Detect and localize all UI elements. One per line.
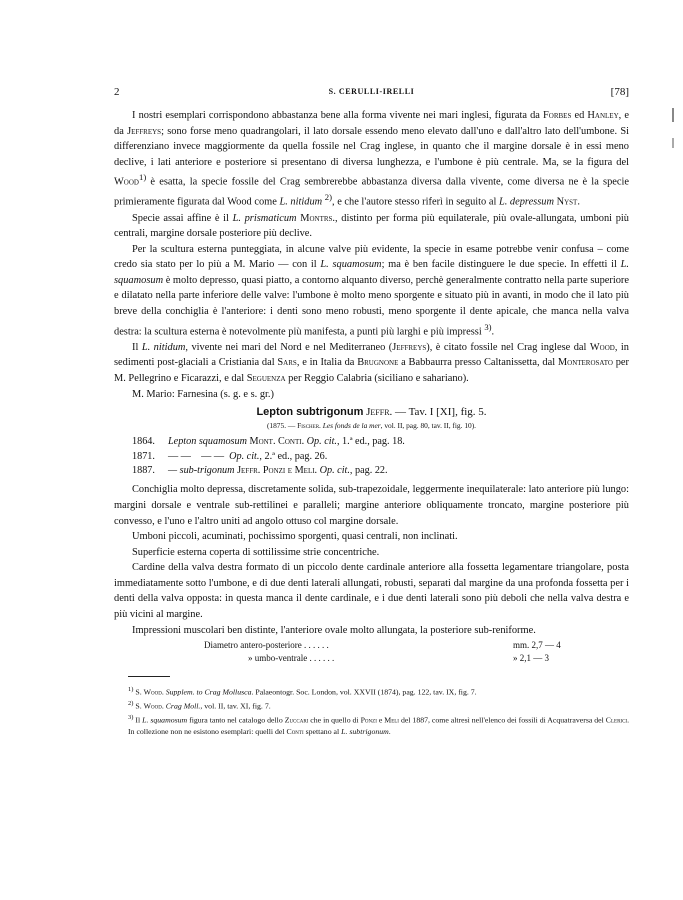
- description-paragraph: Conchiglia molto depressa, discretamente solida, sub-trapezoidale, leggermente inequilaterale: lato anteriore più lungo: margini dorsale e ventrale sub-rettilinei e paralleli; margine anteriore obliquamente troncato, margine posteriore più convesso, e l'uno e l'altro uniti ad angolo ottuso col margine dorsale.: [114, 484, 629, 527]
- page-number: 2: [114, 86, 120, 98]
- scan-edge-mark: [672, 138, 674, 148]
- synonymy-entry: 1871. — — — — Op. cit., 2.ª ed., pag. 26.: [132, 450, 328, 462]
- footnote-3: $^{3)}$ Il L. squamosum figura tanto nel catalogo dello Zuccari che in quello di Ponzi e Meli del 1887, come altresì nell'elenco dei fossili di Acquatraversa del Clerici. In collezione non ne esistono esemplari: quelli del Conti spettano al L. subtrigonum.: [128, 714, 630, 736]
- species-heading: Lepton subtrigonum Jeffr. — Tav. I [XI], fig. 5.: [256, 406, 487, 419]
- description-paragraph: Impressioni muscolari ben distinte, l'anteriore ovale molto allungata, la posteriore sub-reniforme.: [132, 624, 536, 636]
- footnotes: [114, 684, 629, 737]
- description-paragraph: Superficie esterna coperta di sottilissime strie concentriche.: [132, 546, 380, 558]
- running-header: [114, 86, 629, 102]
- synonymy-entry: 1864. Lepton squamosum Mont. Conti. Op. cit., 1.ª ed., pag. 18.: [132, 436, 405, 448]
- measurements: [114, 639, 629, 665]
- footnote-ref: 1): [138, 172, 147, 183]
- species-description: [114, 482, 629, 638]
- paragraph-comparison: I nostri esemplari corrispondono abbastanza bene alla forma vivente nei mari inglesi, figurata da Forbes ed Hanley, e da Jeffreys; sono forse meno quadrangolari, il lato dorsale essendo meno elevato dall'uno e dall'altro lato dell'umbone. Si differenziano invece maggiormente da quella fossile nel Crag inglese, in quanto che il margine dorsale è in essi meno declive, i lati anteriore e posteriore si presentano di diversa lunghezza, e l'umbone è più centrale. Ma, se la figura del Wood$^{1)}$ è esatta, la specie fossile del Crag sembrerebbe abbastanza diversa dalla vivente, come diversa ne è la specie primieramente figurata dal Wood come L. nitidum $^{2)}$, e che l'autore stesso riferì in seguito al L. depressum Nyst.: [114, 110, 629, 208]
- footnote-2: $^{2)}$ S. Wood. Crag Moll., vol. II, tav. XI, fig. 7.: [128, 700, 271, 711]
- footnote-divider: [128, 676, 170, 677]
- scan-edge-mark: [672, 108, 674, 122]
- page: [114, 86, 629, 737]
- species-name: Lepton subtrigonum: [256, 406, 364, 419]
- description-paragraph: Umboni piccoli, acuminati, pochissimo sporgenti, quasi centrali, non inclinati.: [132, 531, 458, 543]
- paragraph-sculpture: Per la scultura esterna punteggiata, in alcune valve più evidente, la specie in esame potrebbe venir confusa – come credo sia stato per lo più a M. Mario — con il L. squamosum; ma è ben facile distinguere le due specie. In effetti il L. squamosum è molto depresso, quasi piatto, a contorno alquanto diverso, perchè generalmente contratto nella parte superiore e dilatato nella parte inferiore delle valve: l'umbone è molto meno sporgente e situato più in avanti, in modo che il lato più breve della conchiglia è l'anteriore: i denti sono meno robusti, meno sporgente il dente apicale, che manca nella valva destra: la scultura esterna è notevolmente più manifesta, a punti più larghi e più impressi $^{3)}$.: [114, 243, 630, 338]
- footnote-1: $^{1)}$ S. Wood. Supplem. to Crag Mollusca. Palaeontogr. Soc. London, vol. XXVII (1874), pag. 122, tav. IX, fig. 7.: [128, 686, 477, 697]
- running-author: S. CERULLI-IRELLI: [328, 87, 415, 96]
- paragraph-locality: M. Mario: Farnesina (s. g. e s. gr.): [132, 388, 274, 400]
- description-paragraph: Cardine della valva destra formato di un piccolo dente cardinale anteriore alla fossetta legamentare triangolare, posta immediatamente sotto l'umbone, e di due denti laterali allungati, robusti, separati dal margine da una profonda fossetta per i denti della valva opposta: in questa manca il dente cardinale, e i due denti laterali sono più deboli che nella valva destra e più vicini al margine.: [114, 562, 629, 621]
- article-body: [114, 108, 629, 665]
- measurement-row: Diametro antero-posteriore . . . . . . mm. 2,7 — 4: [204, 640, 561, 651]
- species-reference: (1875. — Fischer. Les fonds de la mer, vol. II, pag. 80, tav. II, fig. 10).: [266, 421, 477, 431]
- footnote-ref: 2): [324, 192, 333, 203]
- synonymy-list: [114, 435, 629, 478]
- paragraph-distribution: Il L. nitidum, vivente nei mari del Nord e nel Mediterraneo (Jeffreys), è citato fossile nel Crag inglese dal Wood, in sedimenti post-glaciali a Cristiania dal Sars, e in Italia da Brugnone a Babbaurra presso Caltanissetta, dal Monterosato per M. Pellegrino e Ficarazzi, e dal Seguenza per Reggio Calabria (siciliano e sahariano).: [114, 341, 629, 384]
- synonymy-entry: 1887. — sub-trigonum Jeffr. Ponzi e Meli. Op. cit., pag. 22.: [132, 464, 388, 476]
- measurement-row: » umbo-ventrale . . . . . . » 2,1 — 3: [248, 653, 549, 664]
- original-page-number: [78]: [610, 86, 629, 98]
- footnote-ref: 3): [484, 321, 492, 332]
- paragraph-affine-species: Specie assai affine è il L. prismaticum Montrs., distinto per forma più equilaterale, più ovale-allungata, umboni più centrali, margine dorsale posteriore più declive.: [114, 212, 629, 240]
